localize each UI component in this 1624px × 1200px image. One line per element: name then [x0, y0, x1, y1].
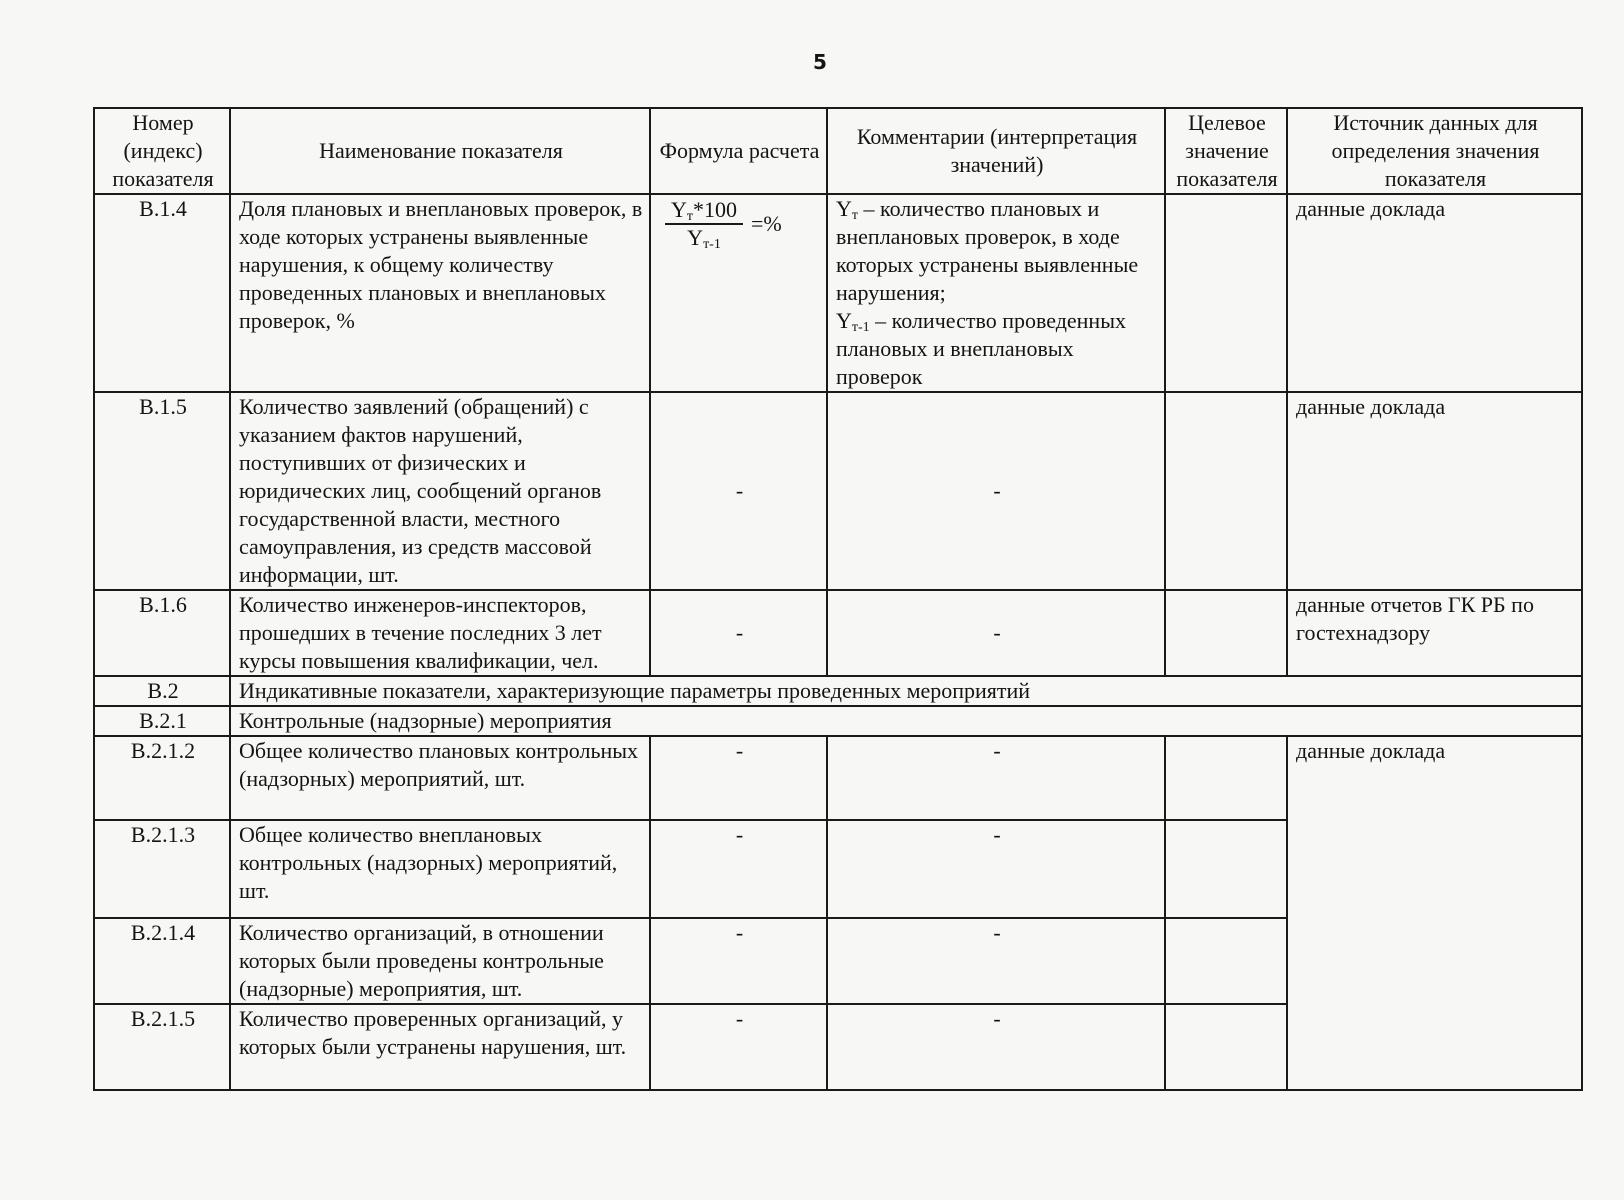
table-row-b16	[94, 590, 1582, 676]
row-index: В.2.1	[94, 706, 230, 736]
source-cell: данные отчетов ГК РБ по гостехнадзору	[1287, 590, 1582, 676]
header-source: Источник данных для определения значения показателя	[1287, 108, 1582, 194]
header-index: Номер (индекс) показателя	[94, 108, 230, 194]
formula-result: =%	[751, 211, 782, 236]
row-name: Количество инженеров-инспекторов, прошедших в течение последних 3 лет курсы повышения квалификации, чел.	[230, 590, 650, 676]
comment-cell	[827, 194, 1165, 392]
comment-line-2: $Y_{т-1}$ – количество проведенных плановых и внеплановых проверок	[836, 308, 1126, 389]
formula-cell: -	[650, 736, 827, 820]
target-cell	[1165, 194, 1287, 392]
row-name: Количество проверенных организаций, у которых были устранены нарушения, шт.	[230, 1004, 650, 1090]
row-name: Общее количество плановых контрольных (надзорных) мероприятий, шт.	[230, 736, 650, 820]
comment-cell: -	[827, 590, 1165, 676]
comment-cell: -	[827, 820, 1165, 918]
header-target: Целевое значение показателя	[1165, 108, 1287, 194]
header-formula: Формула расчета	[650, 108, 827, 194]
comment-cell: -	[827, 1004, 1165, 1090]
formula-denominator: $Y_{т-1}$	[687, 225, 721, 252]
formula-numerator: $Y_т*100$	[665, 197, 743, 225]
formula-cell: -	[650, 392, 827, 590]
comment-cell: -	[827, 392, 1165, 590]
formula-cell: -	[650, 590, 827, 676]
target-cell	[1165, 820, 1287, 918]
row-name: Количество организаций, в отношении которых были проведены контрольные (надзорные) мероприятия, шт.	[230, 918, 650, 1004]
target-cell	[1165, 1004, 1287, 1090]
comment-cell: -	[827, 918, 1165, 1004]
section-row-b21	[94, 706, 1582, 736]
target-cell	[1165, 736, 1287, 820]
header-comment: Комментарии (интерпретация значений)	[827, 108, 1165, 194]
table-row-b212	[94, 736, 1582, 820]
row-index: В.2.1.2	[94, 736, 230, 820]
row-index: В.1.6	[94, 590, 230, 676]
comment-cell: -	[827, 736, 1165, 820]
row-index: В.2.1.4	[94, 918, 230, 1004]
row-index: В.1.4	[94, 194, 230, 392]
source-cell: данные доклада	[1287, 194, 1582, 392]
row-name: Доля плановых и внеплановых проверок, в ходе которых устранены выявленные нарушения, к общему количеству проведенных плановых и внеплановых проверок, %	[230, 194, 650, 392]
row-index: В.1.5	[94, 392, 230, 590]
target-cell	[1165, 918, 1287, 1004]
row-name: Общее количество внеплановых контрольных (надзорных) мероприятий, шт.	[230, 820, 650, 918]
table-row-b15	[94, 392, 1582, 590]
page-number: 5	[813, 50, 827, 74]
row-index: В.2.1.3	[94, 820, 230, 918]
formula-cell: -	[650, 918, 827, 1004]
formula-fraction	[665, 197, 743, 251]
row-index: В.2.1.5	[94, 1004, 230, 1090]
row-index: В.2	[94, 676, 230, 706]
section-title: Контрольные (надзорные) мероприятия	[230, 706, 1582, 736]
header-name: Наименование показателя	[230, 108, 650, 194]
section-row-b2	[94, 676, 1582, 706]
table-row-b14	[94, 194, 1582, 392]
source-cell: данные доклада	[1287, 392, 1582, 590]
formula-cell	[650, 194, 827, 392]
header-row	[94, 108, 1582, 194]
source-cell: данные доклада	[1287, 736, 1582, 1090]
target-cell	[1165, 392, 1287, 590]
comment-line-1: $Y_т$ – количество плановых и внеплановых проверок, в ходе которых устранены выявленные нарушения;	[836, 196, 1139, 305]
formula-cell: -	[650, 1004, 827, 1090]
formula-cell: -	[650, 820, 827, 918]
indicators-table	[93, 107, 1583, 1091]
section-title: Индикативные показатели, характеризующие параметры проведенных мероприятий	[230, 676, 1582, 706]
target-cell	[1165, 590, 1287, 676]
row-name: Количество заявлений (обращений) с указанием фактов нарушений, поступивших от физических и юридических лиц, сообщений органов государственной власти, местного самоуправления, из средств массовой информации, шт.	[230, 392, 650, 590]
